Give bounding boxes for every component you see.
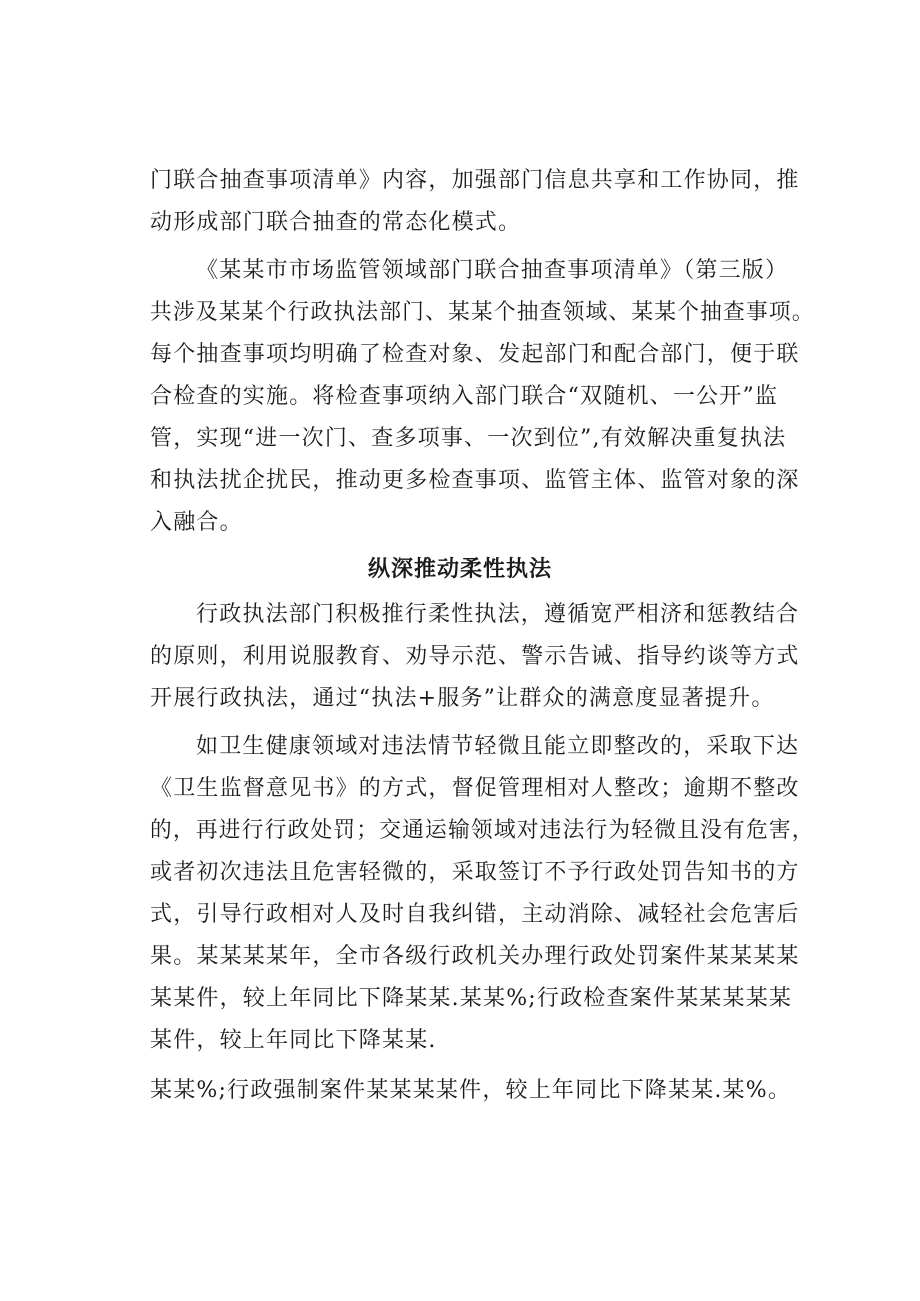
paragraph-line: 的原则，利用说服教育、劝导示范、警示告诫、指导约谈等方式 xyxy=(150,644,800,669)
section-heading: 纵深推动柔性执法 xyxy=(367,557,552,582)
paragraph-line: 入融合。 xyxy=(150,510,243,535)
paragraph-line: 某某%;行政强制案件某某某某件，较上年同比下降某某.某%。 xyxy=(150,1078,792,1103)
paragraph-line: 行政执法部门积极推行柔性执法，遵循宽严相济和惩教结合 xyxy=(196,602,800,627)
paragraph-line: 《卫生监督意见书》的方式，督促管理相对人整改；逾期不整改 xyxy=(150,776,800,801)
paragraph-line: 和执法扰企扰民，推动更多检查事项、监管主体、监管对象的深 xyxy=(150,468,800,493)
paragraph-line: 合检查的实施。将检查事项纳入部门联合“双随机、一公开”监 xyxy=(150,384,779,409)
paragraph-line: 果。某某某某年，全市各级行政机关办理行政处罚案件某某某某 xyxy=(150,944,800,969)
paragraph-line: 每个抽查事项均明确了检查对象、发起部门和配合部门，便于联 xyxy=(150,342,800,367)
paragraph-line: 管，实现“进一次门、查多项事、一次到位”,有效解决重复执法 xyxy=(150,426,787,451)
paragraph-line: 动形成部门联合抽查的常态化模式。 xyxy=(150,210,522,235)
paragraph-line: 如卫生健康领域对违法情节轻微且能立即整改的，采取下达 xyxy=(196,734,800,759)
paragraph-line: 式，引导行政相对人及时自我纠错，主动消除、减轻社会危害后 xyxy=(150,902,800,927)
paragraph-line: 《某某市市场监管领域部门联合抽查事项清单》（第三版） xyxy=(196,258,789,283)
paragraph-line: 门联合抽查事项清单》内容，加强部门信息共享和工作协同，推 xyxy=(150,168,800,193)
paragraph-line: 某某件，较上年同比下降某某.某某%;行政检查案件某某某某某 xyxy=(150,986,793,1011)
paragraph-line: 开展行政执法，通过“执法+服务”让群众的满意度显著提升。 xyxy=(150,686,775,711)
paragraph-line: 或者初次违法且危害轻微的，采取签订不予行政处罚告知书的方 xyxy=(150,860,800,885)
paragraph-line: 的，再进行行政处罚；交通运输领域对违法行为轻微且没有危害， xyxy=(150,818,815,843)
paragraph-line: 共涉及某某个行政执法部门、某某个抽查领域、某某个抽查事项。 xyxy=(150,300,815,325)
paragraph-line: 某件，较上年同比下降某某. xyxy=(150,1028,437,1053)
